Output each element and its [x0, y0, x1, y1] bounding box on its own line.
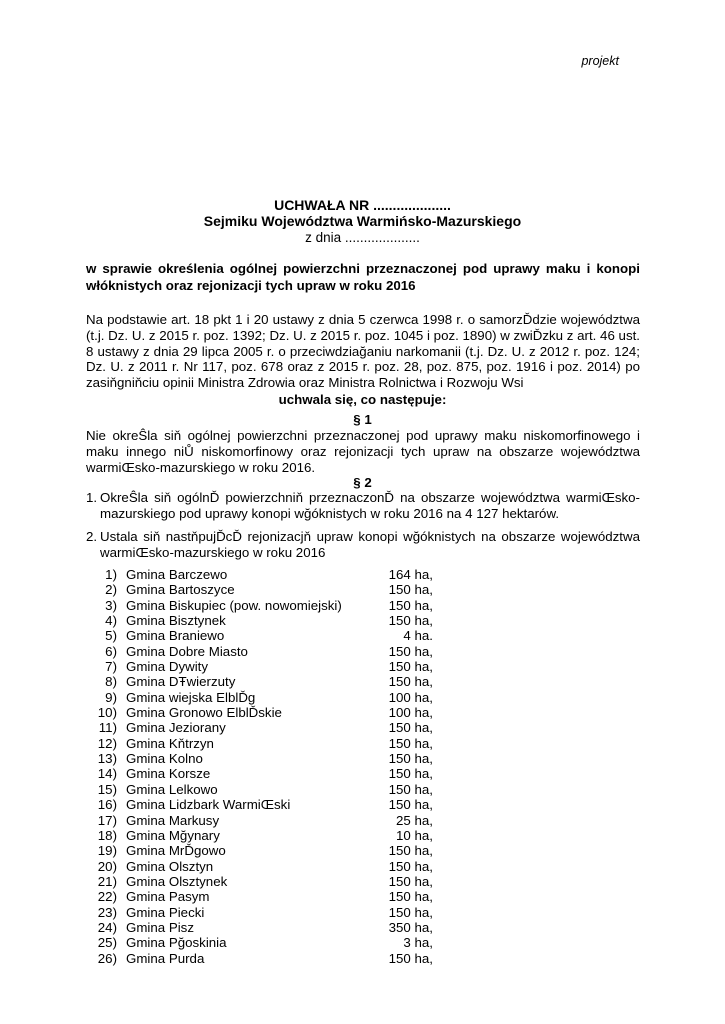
- resolution-date: z dnia ....................: [305, 230, 420, 245]
- legal-basis-paragraph: Na podstawie art. 18 pkt 1 i 20 ustawy z dnia 5 czerwca 1998 r. o samorzĎdzie województwa (t.j. Dz. U. z 2015 r. poz. 1392; Dz. U. z 2015 r. poz. 1045 i poz. 1890) w zwiĎzku z art. 46 ust. 8 ustawy z dnia 29 lipca 2005 r. o przeciwdziağaniu narkomanii (t.j. Dz. U. z 2012 r. poz. 124; Dz. U. z 2011 r. Nr 117, poz. 678 oraz z 2015 r. poz. 28, poz. 875, poz. 1916 i poz. 2014) po zasiňgniňciu opinii Ministra Zdrowia oraz Ministra Rolnictwa i Rozwoju Wsi: [86, 312, 640, 391]
- item-number: 11): [98, 720, 117, 736]
- item-number: 12): [97, 735, 117, 751]
- gmina-area: 150 ha,: [388, 643, 433, 659]
- gmina-area: 25 ha,: [396, 812, 433, 828]
- gmina-name: Gmina Markusy: [126, 812, 220, 828]
- gmina-area: 150 ha,: [388, 613, 433, 629]
- item-number: 22): [97, 889, 117, 905]
- gmina-area: 150 ha,: [388, 735, 433, 751]
- draft-label: projekt: [581, 54, 619, 68]
- gmina-area: 3 ha,: [403, 935, 433, 951]
- gmina-area: 150 ha,: [388, 720, 433, 736]
- resolution-subject: w sprawie określenia ogólnej powierzchni przeznaczonej pod uprawy maku i konopi włóknistych oraz rejonizacji tych upraw w roku 2016: [86, 261, 640, 293]
- gmina-name: Gmina Piecki: [126, 904, 205, 920]
- gmina-name: Gmina Biskupiec (pow. nowomiejski): [126, 597, 342, 613]
- item-number: 23): [97, 904, 117, 920]
- section-2-point-2: [86, 529, 640, 561]
- gmina-area: 4 ha.: [403, 628, 433, 644]
- item-number: 18): [97, 827, 117, 843]
- item-number: 10): [97, 705, 117, 721]
- gmina-area: 150 ha,: [388, 797, 433, 813]
- gmina-area: 150 ha,: [388, 781, 433, 797]
- point-text: Ustala siň nastňpujĎcĎ rejonizacjň upraw konopi wğóknistych na obszarze województwa warmiŒsko-mazurskiego w roku 2016: [100, 529, 640, 560]
- gmina-area: 10 ha,: [396, 827, 433, 843]
- gmina-name: Gmina Pğoskinia: [126, 935, 227, 951]
- item-number: 8): [105, 674, 117, 690]
- gmina-name: Gmina Lelkowo: [126, 781, 218, 797]
- gmina-name: Gmina Braniewo: [126, 628, 225, 644]
- gmina-area: 150 ha,: [388, 889, 433, 905]
- gmina-name: Gmina Kňtrzyn: [126, 735, 214, 751]
- gmina-area: 150 ha,: [388, 751, 433, 767]
- gmina-name: Gmina DŦwierzuty: [126, 674, 236, 690]
- item-number: 2): [105, 582, 117, 598]
- gmina-area: 150 ha,: [388, 904, 433, 920]
- point-number: 1.: [86, 490, 98, 505]
- gmina-name: Gmina Purda: [126, 950, 205, 966]
- gmina-name: Gmina Barczewo: [126, 567, 228, 582]
- gmina-name: Gmina Olsztyn: [126, 858, 214, 874]
- gmina-name: Gmina Dywity: [126, 659, 209, 675]
- gmina-name: Gmina Korsze: [126, 766, 211, 782]
- gmina-name: Gmina Olsztynek: [126, 873, 228, 889]
- resolution-title: UCHWAŁA NR ....................: [274, 197, 451, 213]
- section-2-heading: § 2: [353, 475, 372, 490]
- gmina-name: Gmina MrĎgowo: [126, 843, 226, 859]
- section-2-point-1: [86, 490, 640, 522]
- point-text: OkreŜla siň ogólnĎ powierzchniň przeznaczonĎ na obszarze województwa warmiŒsko-mazurskiego pod uprawy konopi wğóknistych w roku 2016 na 4 127 hektarów.: [100, 490, 640, 521]
- gmina-area: 150 ha,: [388, 873, 433, 889]
- gmina-name: Gmina Bartoszyce: [126, 582, 235, 598]
- gmina-area: 150 ha,: [388, 582, 433, 598]
- gmina-name: Gmina Bisztynek: [126, 613, 226, 629]
- item-number: 15): [97, 781, 117, 797]
- item-number: 7): [105, 659, 117, 675]
- item-number: 16): [97, 797, 117, 813]
- gmina-area: 350 ha,: [388, 919, 433, 935]
- item-number: 19): [97, 843, 117, 859]
- gmina-name: Gmina Pasym: [126, 889, 210, 905]
- item-number: 14): [97, 766, 117, 782]
- gmina-area: 100 ha,: [388, 689, 433, 705]
- item-number: 4): [105, 613, 117, 629]
- item-number: 17): [97, 812, 117, 828]
- gmina-name: Gmina Pisz: [126, 919, 194, 935]
- gmina-name: Gmina Mğynary: [126, 827, 220, 843]
- item-number: 5): [105, 628, 117, 644]
- section-1-heading: § 1: [353, 412, 372, 427]
- gmina-name: Gmina Lidzbark WarmiŒski: [126, 797, 291, 813]
- gmina-area: 100 ha,: [388, 705, 433, 721]
- gmina-area: 150 ha,: [388, 674, 433, 690]
- gmina-name: Gmina Kolno: [126, 751, 203, 767]
- item-number: 26): [97, 950, 117, 966]
- gmina-name: Gmina Dobre Miasto: [126, 643, 248, 659]
- gmina-area: 150 ha,: [388, 950, 433, 966]
- gmina-name: Gmina Gronowo ElblĎskie: [126, 705, 282, 721]
- gmina-area: 150 ha,: [388, 843, 433, 859]
- gmina-name: Gmina Jeziorany: [126, 720, 226, 736]
- gmina-name: Gmina wiejska ElblĎg: [126, 689, 256, 705]
- item-number: 24): [97, 919, 117, 935]
- item-number: 20): [97, 858, 117, 874]
- resolve-clause: uchwala się, co następuje:: [278, 392, 447, 407]
- section-1-text: Nie okreŜla siň ogólnej powierzchni przeznaczonej pod uprawy maku niskomorfinowego i maku innego niŮ niskomorfinowy oraz rejonizacji tych upraw na obszarze województwa warmiŒsko-mazurskiego w roku 2016.: [86, 428, 640, 475]
- item-number: 9): [105, 689, 117, 705]
- item-number: 21): [97, 873, 117, 889]
- gmina-area: 150 ha,: [388, 597, 433, 613]
- item-number: 3): [105, 597, 117, 613]
- gmina-area: 150 ha,: [388, 766, 433, 782]
- item-number: 6): [105, 643, 117, 659]
- issuing-body: Sejmiku Województwa Warmińsko-Mazurskiego: [203, 213, 522, 229]
- gmina-area: 150 ha,: [388, 858, 433, 874]
- item-number: 25): [97, 935, 117, 951]
- item-number: 1): [105, 567, 117, 582]
- gmina-area: 150 ha,: [388, 659, 433, 675]
- gmina-area: 164 ha,: [388, 567, 433, 582]
- item-number: 13): [97, 751, 117, 767]
- point-number: 2.: [86, 529, 98, 544]
